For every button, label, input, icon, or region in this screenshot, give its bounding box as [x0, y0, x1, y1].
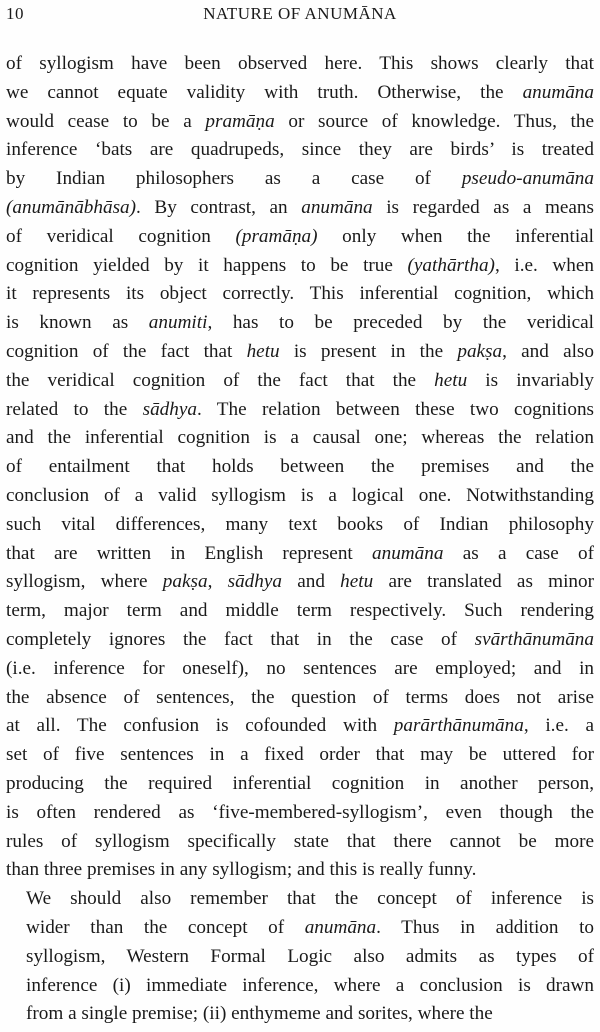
text-line [6, 453, 594, 482]
text-run: is often rendered as ‘five-membered-syllogism’, even though the [6, 801, 594, 823]
italic-term: pseudo-anumāna [461, 168, 594, 190]
italic-term: hetu [246, 340, 280, 362]
text-run: is present in the [279, 340, 458, 362]
text-run: is known as [6, 312, 149, 334]
text-run: and the inferential cognition is a causal one; whereas the relation [6, 427, 594, 449]
text-run: . Thus in addition to [376, 916, 594, 938]
text-run: such vital differences, many text books of Indian philosophy [6, 513, 594, 535]
text-run: as a case of [443, 542, 594, 564]
italic-term: anumāna [301, 196, 373, 218]
text-line [6, 972, 594, 1001]
text-line [6, 367, 594, 396]
text-line [6, 856, 594, 885]
text-line [6, 50, 594, 79]
text-line [6, 914, 594, 943]
text-run: . By contrast, an [136, 196, 302, 218]
text-run: and [281, 571, 341, 593]
text-run: cognition of the fact that [6, 340, 247, 362]
text-line [6, 799, 594, 828]
running-head [6, 4, 594, 28]
text-line [6, 626, 594, 655]
italic-term: (anumānābhāsa) [6, 196, 137, 218]
text-run: term, major term and middle term respectively. Such rendering [6, 600, 594, 622]
page-number: 10 [6, 4, 24, 23]
text-run: the veridical cognition of the fact that the [6, 369, 435, 391]
text-line [6, 252, 594, 281]
italic-term: anumāna [304, 916, 377, 938]
text-line [6, 568, 594, 597]
paragraph [6, 885, 594, 1029]
text-run: is regarded as a means [372, 196, 594, 218]
text-line [6, 741, 594, 770]
chapter-title: NATURE OF ANUMĀNA [203, 4, 397, 23]
text-run: related to the [6, 398, 143, 420]
text-run: (i.e. inference for oneself), no sentences are employed; and in [6, 657, 594, 679]
text-line [6, 194, 594, 223]
text-line [6, 108, 594, 137]
text-line [6, 885, 594, 914]
text-line [6, 280, 594, 309]
text-line [6, 424, 594, 453]
text-line [6, 540, 594, 569]
text-run: than three premises in any syllogism; and this is really funny. [6, 859, 477, 881]
text-run: rules of syllogism specifically state that there cannot be more [6, 830, 594, 852]
text-line [6, 770, 594, 799]
text-run: of entailment that holds between the premises and the [6, 456, 594, 478]
italic-term: (yathārtha) [407, 254, 495, 276]
text-run: . The relation between these two cognitions [196, 398, 594, 420]
text-run: conclusion of a valid syllogism is a logical one. Notwithstanding [6, 484, 594, 506]
text-run: or source of knowledge. Thus, the [274, 110, 594, 132]
italic-term: pakṣa [457, 340, 503, 362]
text-run: set of five sentences in a fixed order that may be uttered for [6, 744, 594, 766]
text-line [6, 943, 594, 972]
italic-term: svārthānumāna [474, 628, 594, 650]
italic-term: anumāna [372, 542, 444, 564]
text-line [6, 684, 594, 713]
text-line [6, 338, 594, 367]
text-line [6, 1000, 594, 1029]
text-run: , i.e. when [494, 254, 594, 276]
text-line [6, 655, 594, 684]
italic-term: anumiti [148, 312, 208, 334]
text-line [6, 396, 594, 425]
text-run: inference (i) immediate inference, where a conclusion is drawn [26, 974, 594, 996]
text-run: wider than the concept of [26, 916, 305, 938]
text-run: it represents its object correctly. This inferential cognition, which [6, 283, 594, 305]
italic-term: sādhya [227, 571, 282, 593]
text-run: , has to be preceded by the veridical [207, 312, 594, 334]
text-run: , i.e. a [523, 715, 594, 737]
italic-term: hetu [434, 369, 468, 391]
text-run: would cease to be a [6, 110, 206, 132]
italic-term: hetu [340, 571, 374, 593]
text-run: are translated as minor [373, 571, 594, 593]
text-run: is invariably [467, 369, 594, 391]
text-run: , [207, 571, 228, 593]
text-run: , and also [502, 340, 594, 362]
text-run: syllogism, Western Formal Logic also admits as types of [26, 945, 594, 967]
text-line [6, 136, 594, 165]
text-line [6, 223, 594, 252]
text-run: only when the inferential [317, 225, 594, 247]
text-run: of syllogism have been observed here. This shows clearly that [6, 53, 594, 74]
italic-term: sādhya [142, 398, 197, 420]
text-run: producing the required inferential cognition in another person, [6, 772, 594, 794]
text-run: that are written in English represent [6, 542, 373, 564]
italic-term: pakṣa [162, 571, 208, 593]
text-run: cognition yielded by it happens to be true [6, 254, 408, 276]
text-run: of veridical cognition [6, 225, 236, 247]
body-text [6, 50, 594, 1029]
text-line [6, 309, 594, 338]
italic-term: pramāṇa [205, 110, 275, 132]
text-run: from a single premise; (ii) enthymeme and sorites, where the [26, 1003, 493, 1025]
text-line [6, 597, 594, 626]
text-run: We should also remember that the concept of inference is [26, 888, 594, 910]
italic-term: (pramāṇa) [235, 225, 318, 247]
italic-term: anumāna [522, 81, 594, 103]
text-line [6, 712, 594, 741]
text-run: inference ‘bats are quadrupeds, since they are birds’ is treated [6, 139, 594, 161]
text-run: at all. The confusion is cofounded with [6, 715, 394, 737]
text-run: we cannot equate validity with truth. Otherwise, the [6, 81, 523, 103]
text-line [6, 482, 594, 511]
text-line [6, 511, 594, 540]
text-line [6, 828, 594, 857]
text-run: syllogism, where [6, 571, 163, 593]
text-run: the absence of sentences, the question of terms does not arise [6, 686, 594, 708]
text-line [6, 79, 594, 108]
text-run: completely ignores the fact that in the case of [6, 628, 475, 650]
italic-term: parārthānumāna [393, 715, 524, 737]
text-line [6, 165, 594, 194]
paragraph [6, 50, 594, 885]
text-run: by Indian philosophers as a case of [6, 168, 462, 190]
